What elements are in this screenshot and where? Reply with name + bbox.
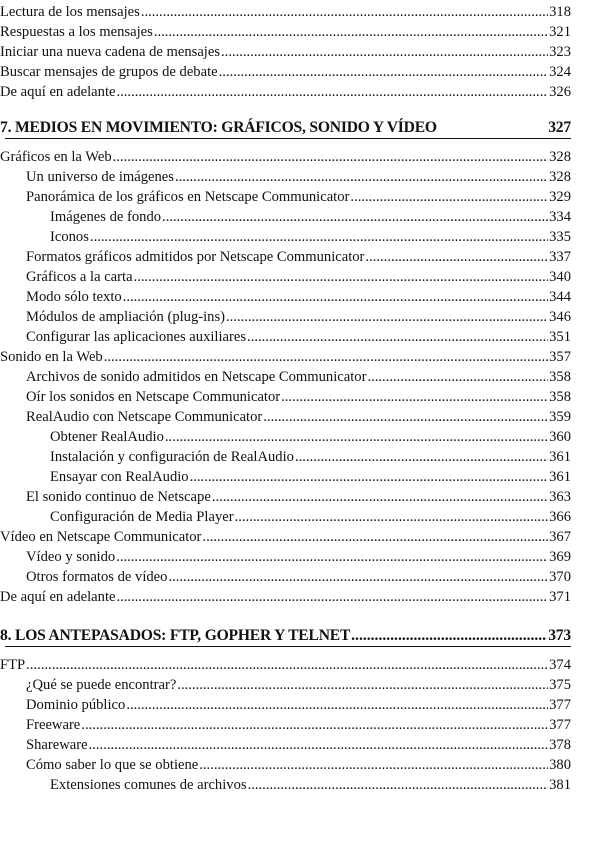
dot-leader — [116, 82, 548, 102]
toc-entry-page: 358 — [549, 389, 571, 405]
toc-entry-page: 375 — [549, 677, 571, 693]
toc-entry-title: Buscar mensajes de grupos de debate — [0, 64, 218, 80]
toc-entry-title: Configuración de Media Player — [50, 509, 234, 525]
toc-entry-title: ¿Qué se puede encontrar? — [26, 677, 177, 693]
toc-entry-page: 363 — [549, 489, 571, 505]
dot-leader — [263, 407, 548, 427]
toc-entry-title: Obtener RealAudio — [50, 429, 164, 445]
toc-entry-page: 340 — [549, 269, 571, 285]
dot-leader — [175, 167, 548, 187]
toc-entry-title: Gráficos en la Web — [0, 149, 112, 165]
toc-entry — [26, 407, 571, 427]
toc-entry-title: Otros formatos de vídeo — [26, 569, 168, 585]
dot-leader — [134, 267, 549, 287]
toc-entry — [50, 227, 571, 247]
toc-entry-title: Dominio público — [26, 697, 126, 713]
dot-leader — [295, 447, 548, 467]
toc-entry — [26, 547, 571, 567]
toc-entry-page: 361 — [549, 469, 571, 485]
toc-entry-page: 329 — [549, 189, 571, 205]
toc-entry-page: 373 — [548, 627, 571, 644]
toc-entry-title: 8. LOS ANTEPASADOS: FTP, GOPHER Y TELNET — [0, 627, 351, 644]
toc-entry-page: 327 — [548, 119, 571, 136]
toc-entry-page: 328 — [549, 149, 571, 165]
toc-entry — [26, 267, 571, 287]
dot-leader — [81, 715, 548, 735]
toc-entry-title: Shareware — [26, 737, 88, 753]
toc-entry-title: Vídeo y sonido — [26, 549, 116, 565]
dot-leader — [350, 187, 548, 207]
toc-entry-title: Un universo de imágenes — [26, 169, 174, 185]
toc-entry — [26, 387, 571, 407]
toc-entry-title: Sonido en la Web — [0, 349, 103, 365]
toc-entry-title: 7. MEDIOS EN MOVIMIENTO: GRÁFICOS, SONIDO Y VÍDEO — [0, 119, 437, 136]
toc-entry — [50, 467, 571, 487]
toc-entry-page: 346 — [549, 309, 571, 325]
toc-entry-page: 381 — [549, 777, 571, 793]
dot-leader — [202, 527, 548, 547]
dot-leader — [247, 327, 548, 347]
toc-entry-page: 318 — [549, 4, 571, 20]
toc-entry — [26, 167, 571, 187]
toc-entry — [50, 447, 571, 467]
toc-entry — [50, 207, 571, 227]
toc-entry — [26, 307, 571, 327]
toc-entry-page: 374 — [549, 657, 571, 673]
toc-entry — [0, 42, 571, 62]
dot-leader — [281, 387, 548, 407]
toc-entry-page: 380 — [549, 757, 571, 773]
toc-entry — [0, 655, 571, 675]
toc-entry-title: Extensiones comunes de archivos — [50, 777, 247, 793]
chapter-rule — [5, 138, 571, 139]
dot-leader — [351, 626, 547, 646]
toc-entry-title: Módulos de ampliación (plug-ins) — [26, 309, 226, 325]
toc-entry — [50, 775, 571, 795]
toc-entry-title: Respuestas a los mensajes — [0, 24, 153, 40]
dot-leader — [113, 147, 548, 167]
toc-entry — [0, 82, 571, 102]
toc-entry-page: 335 — [549, 229, 571, 245]
toc-entry-title: Imágenes de fondo — [50, 209, 162, 225]
toc-entry-title: Iconos — [50, 229, 89, 245]
toc-entry-page: 377 — [549, 717, 571, 733]
toc-entry-title: Vídeo en Netscape Communicator — [0, 529, 202, 545]
toc-entry-page: 360 — [549, 429, 571, 445]
toc-entry-page: 361 — [549, 449, 571, 465]
dot-leader — [199, 755, 548, 775]
toc-entry — [26, 695, 571, 715]
toc-chapter-heading — [0, 118, 571, 138]
toc-entry-page: 334 — [549, 209, 571, 225]
toc-entry — [0, 147, 571, 167]
dot-leader — [212, 487, 548, 507]
toc-entry — [26, 287, 571, 307]
toc-entry — [50, 507, 571, 527]
toc-entry-title: Oír los sonidos en Netscape Communicator — [26, 389, 281, 405]
dot-leader — [104, 347, 548, 367]
dot-leader — [116, 587, 548, 607]
toc-entry-title: Freeware — [26, 717, 81, 733]
toc-entry-page: 358 — [549, 369, 571, 385]
toc-entry — [26, 755, 571, 775]
toc-entry — [26, 327, 571, 347]
toc-entry-title: Gráficos a la carta — [26, 269, 133, 285]
toc-entry-title: Cómo saber lo que se obtiene — [26, 757, 199, 773]
toc-entry — [0, 2, 571, 22]
toc-entry — [26, 567, 571, 587]
toc-entry-page: 371 — [549, 589, 571, 605]
dot-leader — [221, 42, 548, 62]
toc-entry-title: El sonido continuo de Netscape — [26, 489, 211, 505]
dot-leader — [141, 2, 548, 22]
toc-entry-title: Configurar las aplicaciones auxiliares — [26, 329, 247, 345]
toc-entry-title: Modo sólo texto — [26, 289, 122, 305]
dot-leader — [89, 735, 549, 755]
dot-leader — [365, 247, 548, 267]
toc-entry-page: 366 — [549, 509, 571, 525]
toc-entry-page: 323 — [549, 44, 571, 60]
toc-entry-page: 377 — [549, 697, 571, 713]
toc-entry-title: Iniciar una nueva cadena de mensajes — [0, 44, 221, 60]
toc-entry-title: Panorámica de los gráficos en Netscape Communicator — [26, 189, 350, 205]
toc-entry-page: 328 — [549, 169, 571, 185]
toc-entry — [26, 367, 571, 387]
toc-entry-title: De aquí en adelante — [0, 84, 116, 100]
dot-leader — [248, 775, 549, 795]
toc-entry-title: RealAudio con Netscape Communicator — [26, 409, 263, 425]
dot-leader — [226, 307, 548, 327]
toc-entry-title: Archivos de sonido admitidos en Netscape Communicator — [26, 369, 367, 385]
toc-entry-page: 367 — [549, 529, 571, 545]
toc-entry-page: 324 — [549, 64, 571, 80]
toc-chapter-heading — [0, 626, 571, 646]
toc-entry-page: 351 — [549, 329, 571, 345]
toc-entry-title: Lectura de los mensajes — [0, 4, 140, 20]
dot-leader — [90, 227, 548, 247]
toc-entry-page: 321 — [549, 24, 571, 40]
toc-entry-title: Instalación y configuración de RealAudio — [50, 449, 294, 465]
toc-entry — [26, 187, 571, 207]
toc-entry-page: 326 — [549, 84, 571, 100]
toc-entry — [26, 247, 571, 267]
toc-entry — [50, 427, 571, 447]
dot-leader — [190, 467, 549, 487]
dot-leader — [165, 427, 548, 447]
dot-leader — [116, 547, 548, 567]
toc-entry — [26, 715, 571, 735]
dot-leader — [162, 207, 548, 227]
dot-leader — [154, 22, 548, 42]
toc-entry — [26, 735, 571, 755]
toc-entry — [0, 587, 571, 607]
dot-leader — [367, 367, 548, 387]
toc-entry-title: FTP — [0, 657, 26, 673]
dot-leader — [123, 287, 548, 307]
toc-entry — [0, 22, 571, 42]
chapter-rule — [5, 646, 571, 647]
toc-entry-page: 344 — [549, 289, 571, 305]
toc-entry — [0, 527, 571, 547]
toc-entry-page: 357 — [549, 349, 571, 365]
toc-entry-page: 369 — [549, 549, 571, 565]
toc-entry-page: 370 — [549, 569, 571, 585]
toc-entry-title: Ensayar con RealAudio — [50, 469, 189, 485]
dot-leader — [168, 567, 548, 587]
toc-entry-title: Formatos gráficos admitidos por Netscape Communicator — [26, 249, 365, 265]
dot-leader — [26, 655, 548, 675]
toc-entry-page: 337 — [549, 249, 571, 265]
dot-leader — [219, 62, 548, 82]
toc-entry — [26, 487, 571, 507]
dot-leader — [235, 507, 549, 527]
toc-entry-page: 359 — [549, 409, 571, 425]
dot-leader — [177, 675, 548, 695]
toc-entry-title: De aquí en adelante — [0, 589, 116, 605]
toc-entry-page: 378 — [549, 737, 571, 753]
toc-entry — [0, 62, 571, 82]
toc-entry — [0, 347, 571, 367]
toc-entry — [26, 675, 571, 695]
dot-leader — [126, 695, 548, 715]
